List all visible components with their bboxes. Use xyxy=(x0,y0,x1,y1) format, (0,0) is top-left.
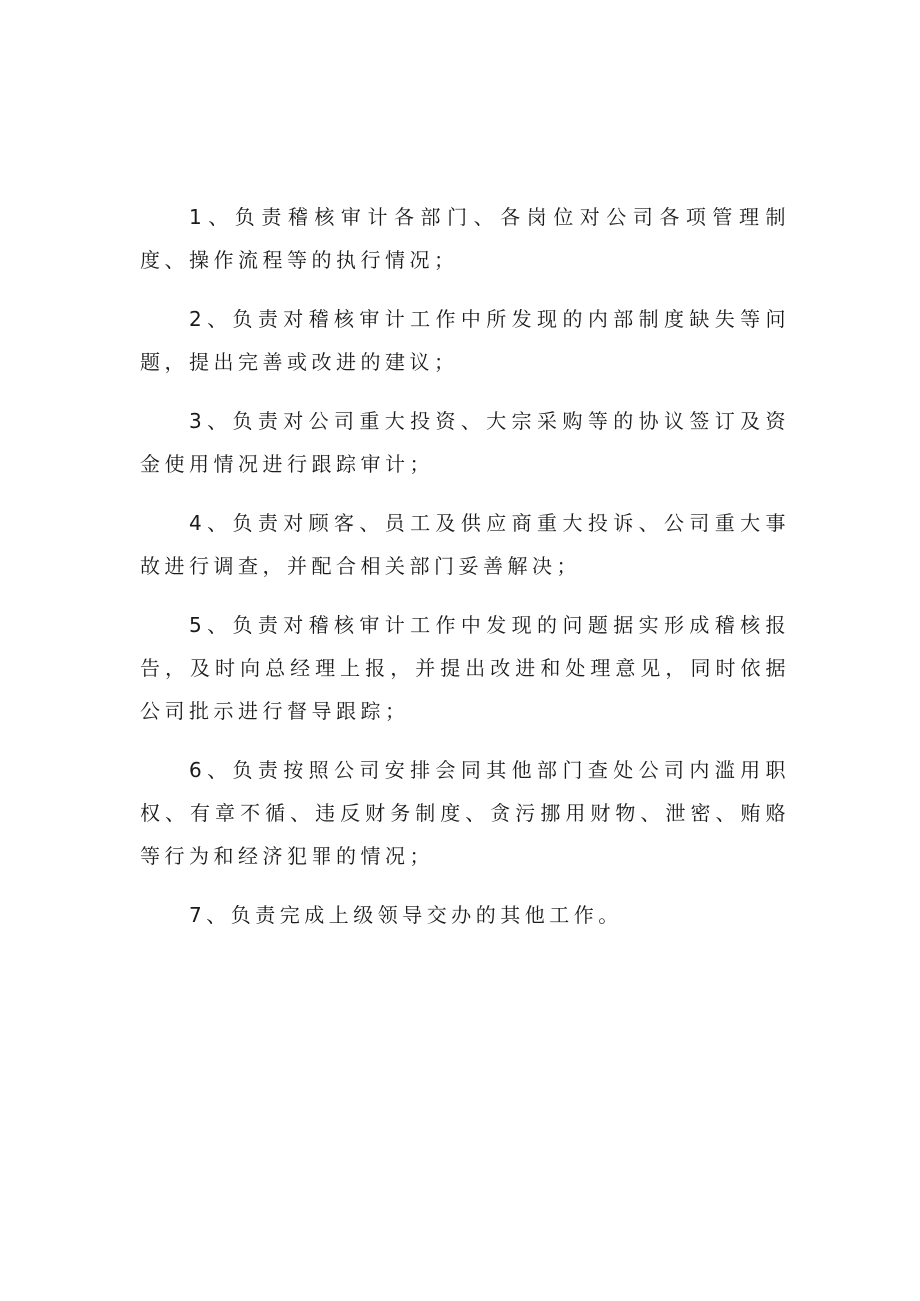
duty-item-3: 3、负责对公司重大投资、大宗采购等的协议签订及资金使用情况进行跟踪审计； xyxy=(140,409,790,476)
duty-item-4: 4、负责对顾客、员工及供应商重大投诉、公司重大事故进行调查，并配合相关部门妥善解决； xyxy=(140,511,790,578)
duty-item-1: 1、负责稽核审计各部门、各岗位对公司各项管理制度、操作流程等的执行情况； xyxy=(140,205,790,272)
duty-item-6: 6、负责按照公司安排会同其他部门查处公司内滥用职权、有章不循、违反财务制度、贪污挪用财物、泄密、贿赂等行为和经济犯罪的情况； xyxy=(140,758,790,868)
duty-item-7: 7、负责完成上级领导交办的其他工作。 xyxy=(189,903,623,927)
duties-list xyxy=(140,196,790,953)
duty-item-2: 2、负责对稽核审计工作中所发现的内部制度缺失等问题，提出完善或改进的建议； xyxy=(140,307,790,374)
duty-item-5: 5、负责对稽核审计工作中发现的问题据实形成稽核报告，及时向总经理上报，并提出改进和处理意见，同时依据公司批示进行督导跟踪； xyxy=(140,613,790,723)
